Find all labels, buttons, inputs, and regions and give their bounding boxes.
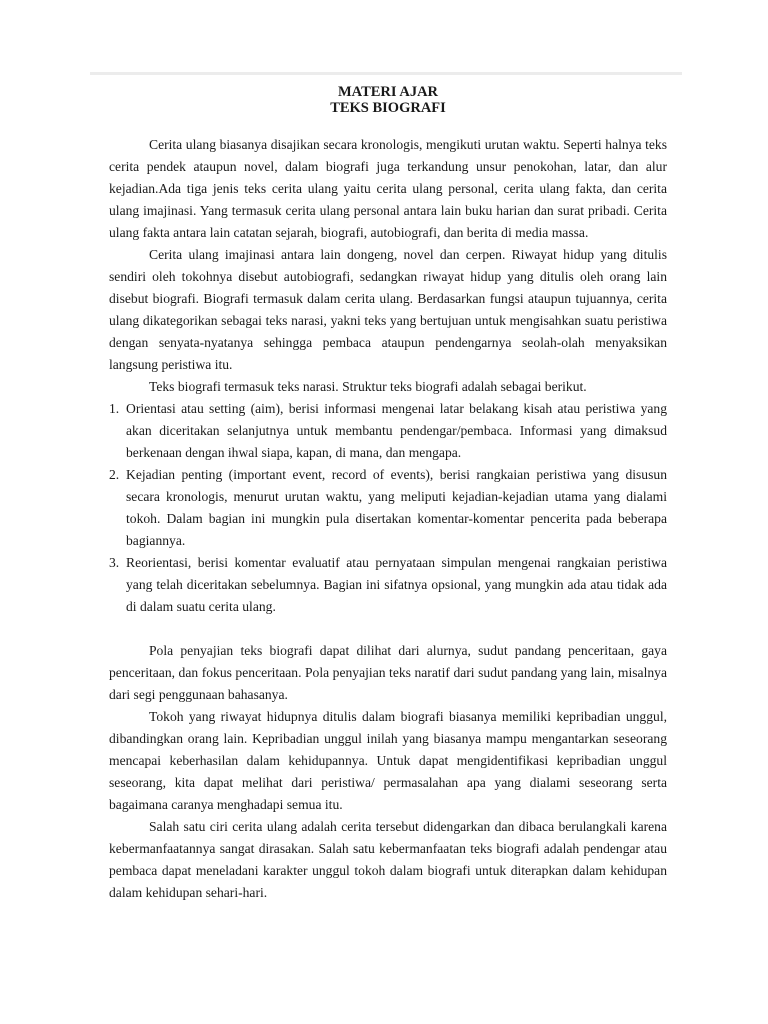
list-number: 2.	[109, 467, 120, 482]
list-number: 3.	[109, 555, 120, 570]
title-line-1: MATERI AJAR	[337, 84, 439, 100]
paragraph-3: Teks biografi termasuk teks narasi. Struktur teks biografi adalah sebagai berikut.	[149, 379, 587, 394]
paragraph-4: Pola penyajian teks biografi dapat dilihat dari alurnya, sudut pandang penceritaan, gaya penceritaan, dan fokus penceritaan. Pola penyajian teks naratif dari sudut pandang yang lain, misalnya dari segi penggunaan bahasanya.	[109, 643, 667, 702]
document-body	[109, 134, 667, 904]
paragraph-6: Salah satu ciri cerita ulang adalah cerita tersebut didengarkan dan dibaca berulangkali karena kebermanfaatannya sangat dirasakan. Salah satu kebermanfaatan teks biografi adalah pendengar atau pembaca dapat meneladani karakter unggul tokoh dalam biografi untuk diterapkan dalam kehidupan dalam kehidupan sehari-hari.	[109, 819, 667, 900]
document-page	[109, 80, 667, 904]
list-item	[109, 464, 667, 552]
list-item-text: Kejadian penting (important event, record of events), berisi rangkaian peristiwa yang disusun secara kronologis, menurut urutan waktu, yang meliputi kejadian-kejadian utama yang dialami tokoh. Dalam bagian ini mungkin pula disertakan komentar-komentar pencerita pada beberapa bagiannya.	[126, 467, 667, 548]
list-number: 1.	[109, 401, 120, 416]
document-title	[109, 84, 667, 116]
page-top-divider	[90, 72, 682, 75]
section-gap	[109, 618, 667, 640]
list-item-text: Reorientasi, berisi komentar evaluatif atau pernyataan simpulan mengenai rangkaian peristiwa yang telah diceritakan sebelumnya. Bagian ini sifatnya opsional, yang mungkin ada atau tidak ada di dalam suatu cerita ulang.	[126, 555, 667, 614]
list-item	[109, 552, 667, 618]
paragraph-2: Cerita ulang imajinasi antara lain dongeng, novel dan cerpen. Riwayat hidup yang ditulis sendiri oleh tokohnya disebut autobiografi, sedangkan riwayat hidup yang ditulis oleh orang lain disebut biografi. Biografi termasuk dalam cerita ulang. Berdasarkan fungsi ataupun tujuannya, cerita ulang dikategorikan sebagai teks narasi, yakni teks yang bertujuan untuk mengisahkan suatu peristiwa dengan senyata-nyatanya sehingga pembaca ataupun pendengarnya seolah-olah menyaksikan langsung peristiwa itu.	[109, 247, 667, 372]
list-item	[109, 398, 667, 464]
title-line-2: TEKS BIOGRAFI	[330, 100, 446, 116]
structure-list	[109, 398, 667, 618]
list-item-text: Orientasi atau setting (aim), berisi informasi mengenai latar belakang kisah atau peristiwa yang akan diceritakan selanjutnya untuk membantu pendengar/pembaca. Informasi yang dimaksud berkenaan dengan ihwal siapa, kapan, di mana, dan mengapa.	[126, 401, 667, 460]
paragraph-1: Cerita ulang biasanya disajikan secara kronologis, mengikuti urutan waktu. Seperti halnya teks cerita pendek ataupun novel, dalam biografi juga terkandung unsur penokohan, latar, dan alur kejadian.Ada tiga jenis teks cerita ulang yaitu cerita ulang personal, cerita ulang fakta, dan cerita ulang imajinasi. Yang termasuk cerita ulang personal antara lain buku harian dan surat pribadi. Cerita ulang fakta antara lain catatan sejarah, biografi, autobiografi, dan berita di media massa.	[109, 137, 667, 240]
paragraph-5: Tokoh yang riwayat hidupnya ditulis dalam biografi biasanya memiliki kepribadian unggul, dibandingkan orang lain. Kepribadian unggul inilah yang biasanya mampu mengantarkan seseorang mencapai keberhasilan dalam kehidupannya. Untuk dapat mengidentifikasi kepribadian unggul seseorang, kita dapat melihat dari peristiwa/ permasalahan apa yang dialami seseorang serta bagaimana caranya menghadapi semua itu.	[109, 709, 667, 812]
